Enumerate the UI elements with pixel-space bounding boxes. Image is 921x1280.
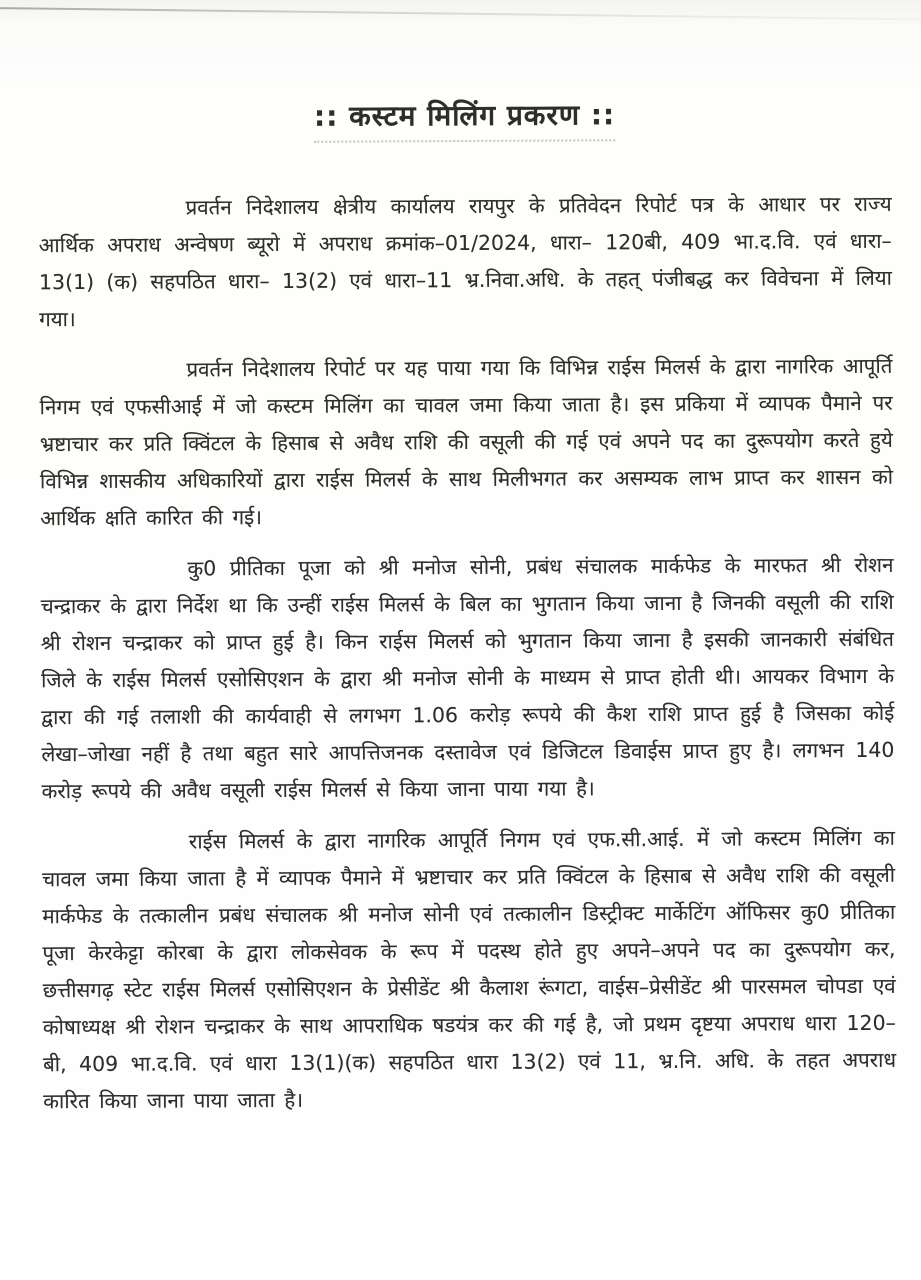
paragraph: राईस मिलर्स के द्वारा नागरिक आपूर्ति निगम एवं एफ.सी.आई. में जो कस्टम मिलिंग का चावल जमा किया जाता है में व्यापक पैमाने में भ्रष्टाचार कर प्रति क्विंटल के हिसाब से अवैध राशि की वसूली मार्कफेड के तत्कालीन प्रबंध संचालक श्री मनोज सोनी एवं तत्कालीन डिस्ट्रीक्ट मार्केटिंग ऑफिसर कु0 प्रीतिका पूजा केरकेट्टा कोरबा के द्वारा लोकसेवक के रूप में पदस्थ होते हुए अपने–अपने पद का दुरूपयोग कर, छत्तीसगढ़ स्टेट राईस मिलर्स एसोसिएशन के प्रेसीडेंट श्री कैलाश रूंगटा, वाईस–प्रेसीडेंट श्री पारसमल चोपडा एवं कोषाध्यक्ष श्री रोशन चन्द्राकर के साथ आपराधिक षडयंत्र कर की गई है, जो प्रथम दृष्टया अपराध धारा 120–बी, 409 भा.द.वि. एवं धारा 13(1)(क) सहपठित धारा 13(2) एवं 11, भ्र.नि. अधि. के तहत अपराध कारित किया जाना पाया जाता है। [42, 825, 897, 1114]
paragraph: कु0 प्रीतिका पूजा को श्री मनोज सोनी, प्रबंध संचालक मार्कफेड के मारफत श्री रोशन चन्द्राकर के द्वारा निर्देश था कि उन्हीं राईस मिलर्स के बिल का भुगतान किया जाना है जिनकी वसूली की राशि श्री रोशन चन्द्राकर को प्राप्त हुई है। किन राईस मिलर्स को भुगतान किया जाना है इसकी जानकारी संबंधित जिले के राईस मिलर्स एसोसिएशन के द्वारा श्री मनोज सोनी के माध्यम से प्राप्त होती थी। आयकर विभाग के द्वारा की गई तलाशी की कार्यवाही से लगभग 1.06 करोड़ रूपये की कैश राशि प्राप्त हुई है जिसका कोई लेखा–जोखा नहीं है तथा बहुत सारे आपत्तिजनक दस्तावेज एवं डिजिटल डिवाईस प्राप्त हुए है। लगभन 140 करोड़ रूपये की अवैध वसूली राईस मिलर्स से किया जाना पाया गया है। [40, 552, 895, 804]
scan-top-edge-artifact [0, 7, 921, 21]
document-content [38, 94, 896, 1134]
paragraph-list [38, 186, 896, 1120]
document-title-text: :: कस्टम मिलिंग प्रकरण :: [314, 95, 615, 143]
paragraph: प्रवर्तन निदेशालय रिपोर्ट पर यह पाया गया कि विभिन्न राईस मिलर्स के द्वारा नागरिक आपूर्ति निगम एवं एफसीआई में जो कस्टम मिलिंग का चावल जमा किया जाता है। इस प्रकिया में व्यापक पैमाने पर भ्रष्टाचार कर प्रति क्विंटल के हिसाब से अवैध राशि की वसूली की गई एवं अपने पद का दुरूपयोग करते हुये विभिन्न शासकीय अधिकारियों द्वारा राईस मिलर्स के साथ मिलीभगत कर असम्यक लाभ प्राप्त कर शासन को आर्थिक क्षति कारित की गई। [39, 353, 894, 531]
document-title [38, 94, 891, 144]
paragraph: प्रवर्तन निदेशालय क्षेत्रीय कार्यालय रायपुर के प्रतिवेदन रिपोर्ट पत्र के आधार पर राज्य आर्थिक अपराध अन्वेषण ब्यूरो में अपराध क्रमांक–01/2024, धारा– 120बी, 409 भा.द.वि. एवं धारा– 13(1) (क) सहपठित धारा– 13(2) एवं धारा–11 भ्र.निवा.अधि. के तहत् पंजीबद्ध कर विवेचना में लिया गया। [38, 191, 893, 332]
